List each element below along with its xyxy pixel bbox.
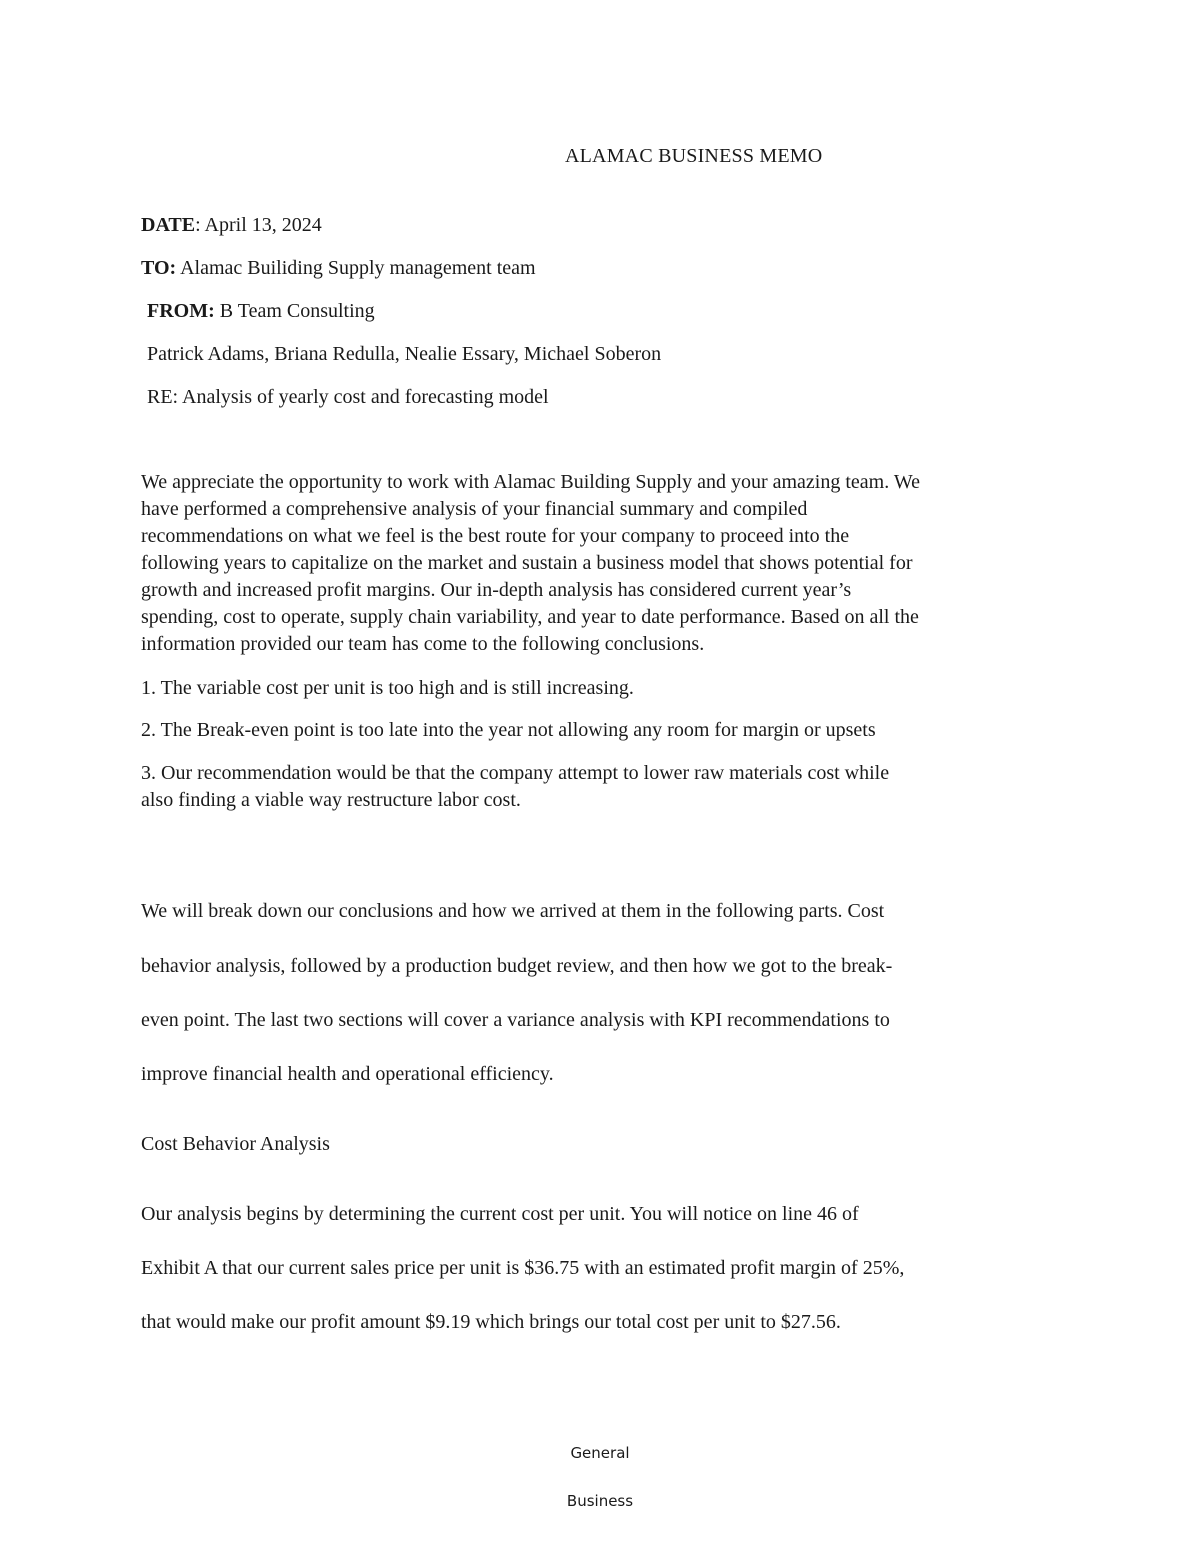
to-line: [141, 255, 536, 281]
section-heading: Cost Behavior Analysis: [141, 1133, 330, 1155]
intro-line: growth and increased profit margins. Our in-depth analysis has considered current year’s: [141, 579, 852, 601]
breakdown-line: We will break down our conclusions and how we arrived at them in the following parts. Cost: [141, 900, 885, 922]
cost-behavior-line: Exhibit A that our current sales price per unit is $36.75 with an estimated profit margin of 25%,: [141, 1257, 905, 1279]
conclusion-item-2: 2. The Break-even point is too late into the year not allowing any room for margin or upsets: [141, 719, 876, 741]
to-label: TO:: [141, 257, 177, 279]
date-value: : April 13, 2024: [195, 214, 322, 236]
cost-behavior-line: that would make our profit amount $9.19 which brings our total cost per unit to $27.56.: [141, 1311, 841, 1333]
authors-line: Patrick Adams, Briana Redulla, Nealie Essary, Michael Soberon: [147, 343, 662, 365]
breakdown-line: behavior analysis, followed by a production budget review, and then how we got to the break-: [141, 955, 893, 977]
memo-title: ALAMAC BUSINESS MEMO: [565, 145, 823, 167]
to-value: Alamac Builiding Supply management team: [176, 257, 536, 279]
conclusion-item-3-line: also finding a viable way restructure labor cost.: [141, 789, 521, 811]
conclusion-item-3-line: 3. Our recommendation would be that the company attempt to lower raw materials cost while: [141, 762, 890, 784]
intro-line: We appreciate the opportunity to work with Alamac Building Supply and your amazing team. We: [141, 471, 921, 493]
intro-line: information provided our team has come to the following conclusions.: [141, 633, 705, 655]
intro-paragraph: [141, 469, 1071, 658]
intro-line: recommendations on what we feel is the best route for your company to proceed into the: [141, 525, 850, 547]
footer-category: Business: [566, 1492, 634, 1510]
conclusion-item-1: 1. The variable cost per unit is too high and is still increasing.: [141, 677, 634, 699]
breakdown-line: even point. The last two sections will cover a variance analysis with KPI recommendations to: [141, 1009, 890, 1031]
conclusion-item-3: [141, 760, 1071, 814]
from-value: B Team Consulting: [214, 300, 375, 322]
breakdown-line: improve financial health and operational efficiency.: [141, 1063, 554, 1085]
intro-line: spending, cost to operate, supply chain variability, and year to date performance. Based on all the: [141, 606, 919, 628]
footer-classification: General: [570, 1444, 630, 1462]
date-line: [141, 212, 322, 238]
from-line: [147, 298, 375, 324]
cost-behavior-line: Our analysis begins by determining the current cost per unit. You will notice on line 46 of: [141, 1203, 859, 1225]
date-label: DATE: [141, 214, 196, 236]
intro-line: have performed a comprehensive analysis of your financial summary and compiled: [141, 498, 808, 520]
from-label: FROM:: [147, 300, 215, 322]
intro-line: following years to capitalize on the market and sustain a business model that shows potential for: [141, 552, 913, 574]
re-line: RE: Analysis of yearly cost and forecasting model: [147, 386, 549, 408]
